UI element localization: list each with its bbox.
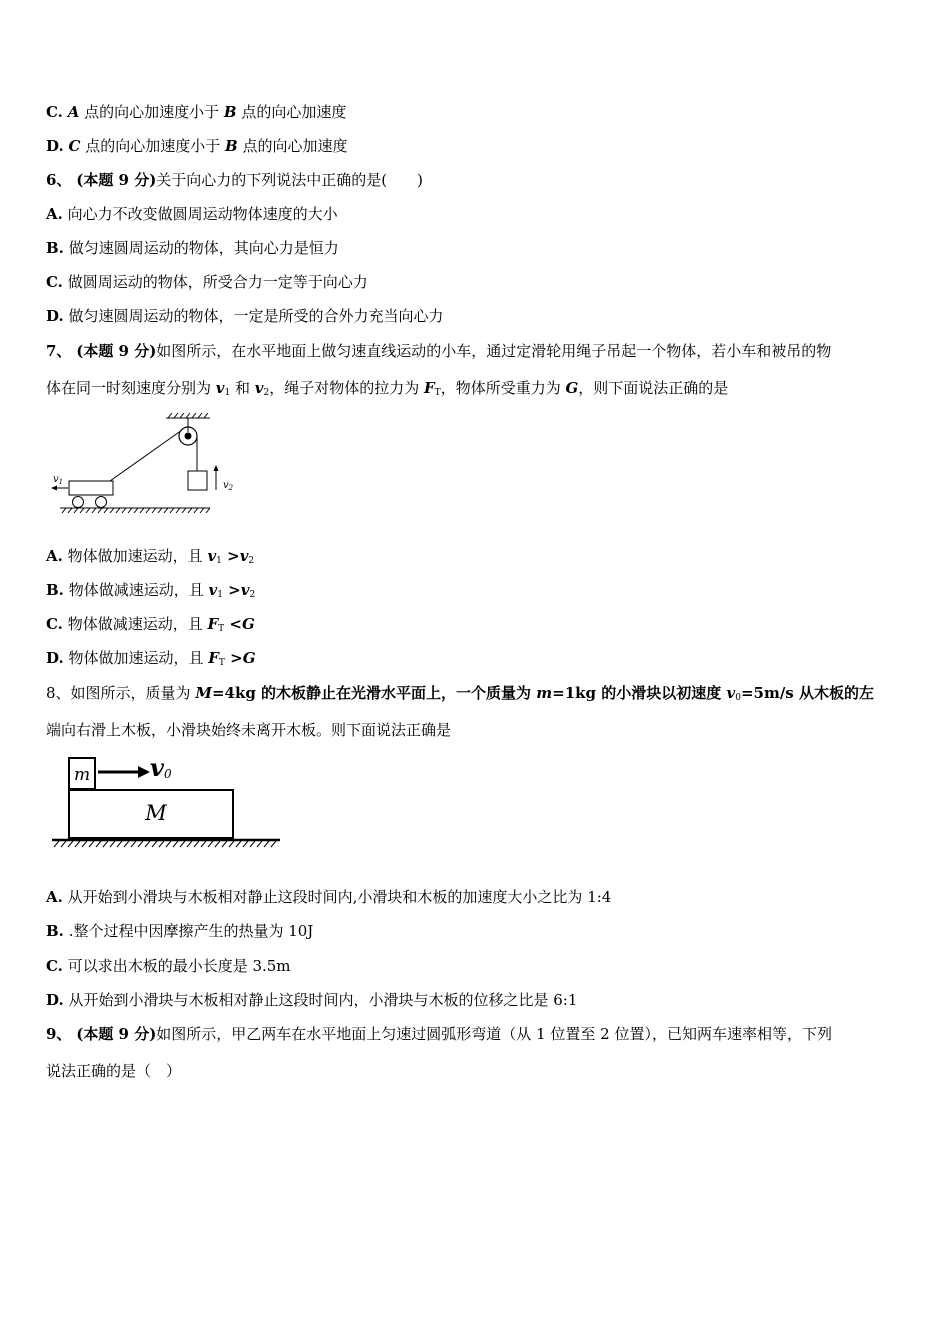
q7-pulley-figure — [48, 410, 248, 522]
v2-arrowhead — [214, 465, 219, 471]
v0-arrowhead — [138, 766, 150, 778]
q6-option-a: A. 向心力不改变做圆周运动物体速度的大小 — [46, 205, 338, 223]
v1-label: $v_1$ — [53, 474, 64, 486]
v0-label: v0 — [150, 753, 172, 782]
cart-wheel-left — [73, 497, 84, 508]
q7-option-b: B. 物体做减速运动，且 $v_1 >v_2$ — [46, 581, 256, 600]
v1-arrowhead — [51, 486, 57, 491]
q8-option-b: B. .整个过程中因摩擦产生的热量为 10J — [46, 922, 314, 940]
q6-option-b: B. 做匀速圆周运动的物体，其向心力是恒力 — [46, 239, 339, 257]
q7-option-d: D. 物体做加速运动，且 $F_T >G$ — [46, 649, 256, 668]
q5-option-d: D. C 点的向心加速度小于 B 点的向心加速度 — [46, 137, 348, 155]
q7-option-a: A. 物体做加速运动，且 $v_1 >v_2$ — [46, 547, 255, 566]
q8-option-d: D. 从开始到小滑块与木板相对静止这段时间内，小滑块与木板的位移之比是 6:1 — [46, 991, 578, 1009]
small-block-label: m — [73, 765, 91, 785]
q5-option-c: C. A 点的向心加速度小于 B 点的向心加速度 — [46, 103, 347, 121]
ground — [60, 508, 210, 513]
q8-stem-line2: 端向右滑上木板，小滑块始终未离开木板。则下面说法正确是 — [46, 721, 452, 739]
ceiling — [166, 413, 210, 418]
q7-stem-line2: 体在同一时刻速度分别为 $v_1$ 和 $v_2$，绳子对物体的拉力为 $F_T$，物体所受重力为 G，则下面说法正确的是 — [46, 379, 729, 398]
q7-stem-line1: 7、 (本题 9 分)如图所示，在水平地面上做匀速直线运动的小车，通过定滑轮用绳子吊起一个物体，若小车和被吊的物 — [46, 342, 832, 360]
q6-stem: 6、 (本题 9 分)关于向心力的下列说法中正确的是( ) — [46, 171, 424, 189]
q9-stem-line2: 说法正确的是（ ） — [46, 1062, 182, 1080]
v2-label: $v_2$ — [223, 480, 234, 492]
pulley-axle — [185, 433, 192, 440]
cart-wheel-right — [96, 497, 107, 508]
q8-stem-line1: 8、如图所示，质量为 M=4kg 的木板静止在光滑水平面上，一个质量为 m=1kg 的小滑块以初速度 $v_0=5m/s$ 从木板的左 — [46, 684, 874, 703]
floor — [52, 840, 280, 847]
rope-to-cart — [110, 430, 182, 481]
q8-board-figure — [48, 752, 284, 854]
cart-body — [69, 481, 113, 495]
q6-option-d: D. 做匀速圆周运动的物体，一定是所受的合外力充当向心力 — [46, 307, 444, 325]
q8-option-c: C. 可以求出木板的最小长度是 3.5m — [46, 957, 291, 975]
q8-option-a: A. 从开始到小滑块与木板相对静止这段时间内,小滑块和木板的加速度大小之比为 1:4 — [46, 888, 612, 906]
q9-stem-line1: 9、 (本题 9 分)如图所示，甲乙两车在水平地面上匀速过圆弧形弯道（从 1 位置至 2 位置），已知两车速率相等，下列 — [46, 1025, 832, 1043]
hanging-block — [188, 471, 207, 490]
q6-option-c: C. 做圆周运动的物体，所受合力一定等于向心力 — [46, 273, 368, 291]
board-label: M — [145, 801, 167, 825]
q7-option-c: C. 物体做减速运动，且 $F_T <G$ — [46, 615, 255, 634]
